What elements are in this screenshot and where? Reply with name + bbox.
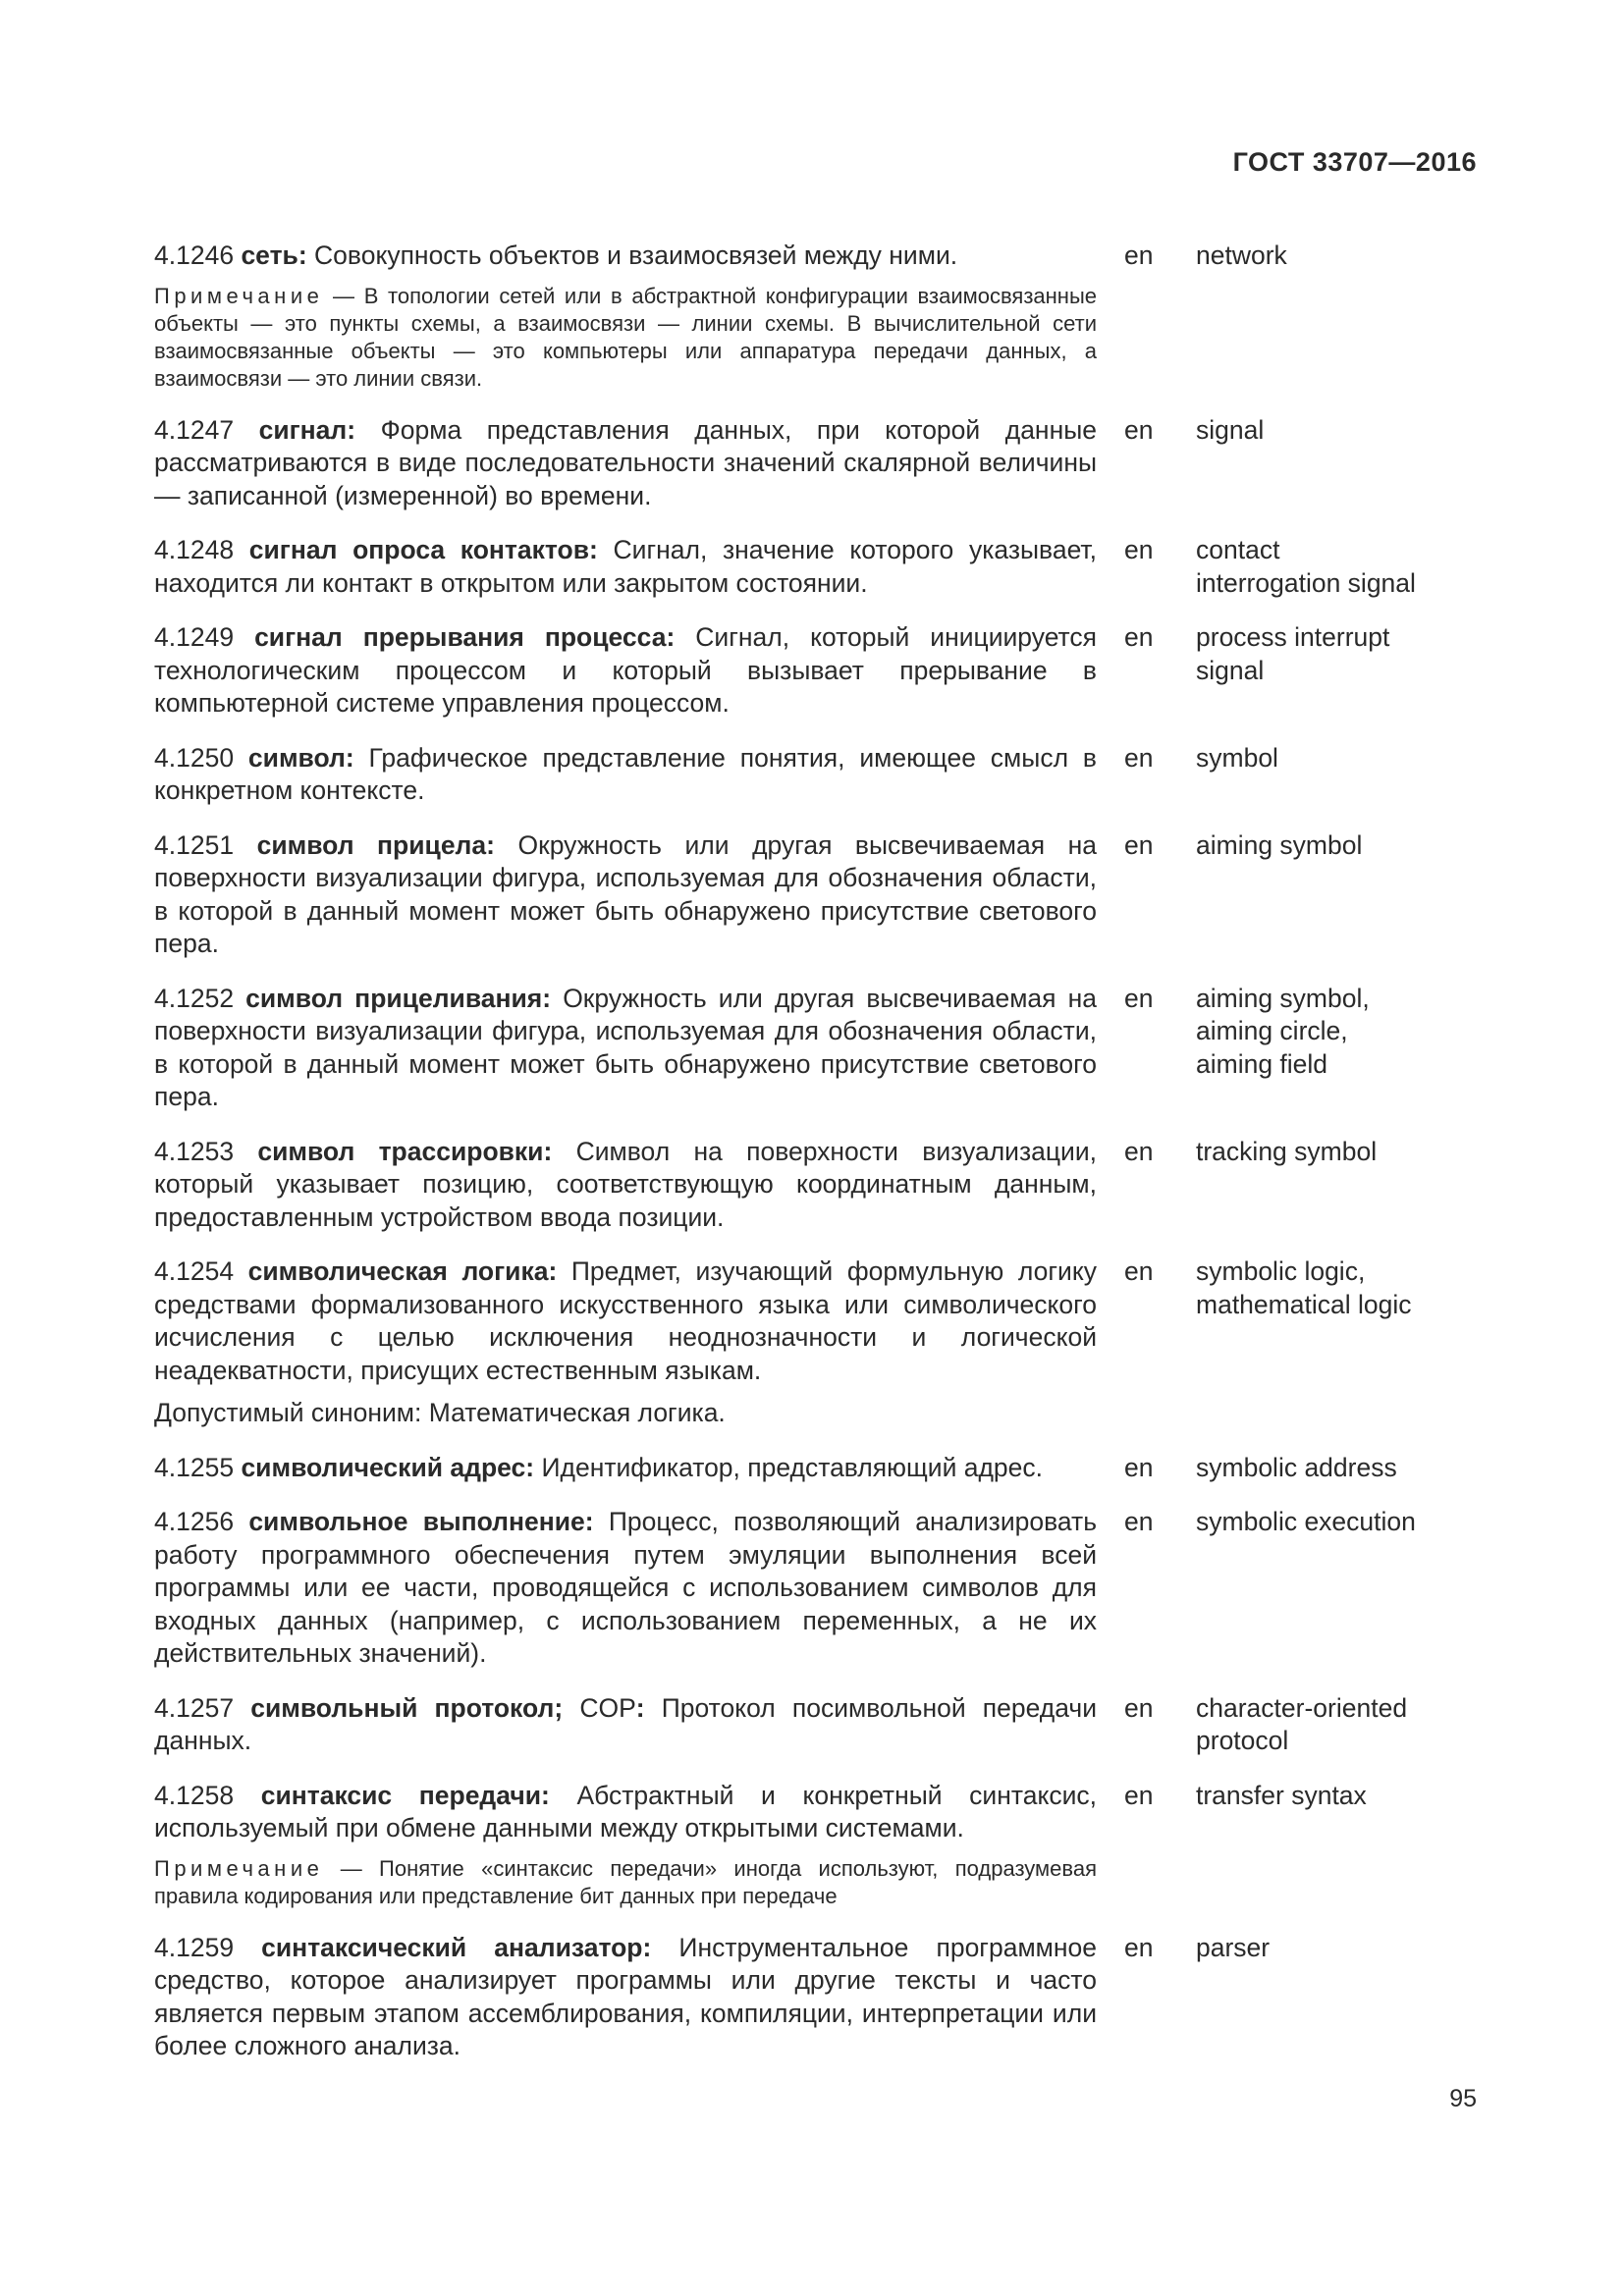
term-name: символический адрес: [241,1452,535,1482]
english-equivalent: symbol [1196,742,1278,773]
english-equivalent: tracking symbol [1196,1136,1378,1166]
term-name: символ: [247,742,354,773]
term-number: 4.1254 [154,1256,235,1286]
term-name: сигнал: [258,414,356,445]
term-entry [154,534,1489,600]
term-definition-block [154,1255,1097,1387]
term-left-column [154,1932,1097,2063]
language-code: en [1124,414,1154,445]
term-left-column [154,983,1097,1114]
language-code: en [1124,1507,1154,1536]
term-number: 4.1246 [154,240,235,270]
english-equivalent: transfer syntax [1196,1780,1367,1810]
note-label: Примечание [154,283,324,308]
term-entry [154,1932,1489,2063]
language-code: en [1124,829,1154,860]
term-definition: Графическое представление понятия, имеющее смысл в конкретном контексте. [154,742,1097,805]
term-left-column [154,1136,1097,1235]
term-entry [154,742,1489,808]
term-left-column [154,414,1097,513]
language-code: en [1124,1256,1154,1286]
language-code: en [1124,1136,1154,1166]
term-name: символьное выполнение: [248,1507,594,1536]
term-definition-block [154,534,1097,600]
term-left-column [154,829,1097,961]
term-left-column [154,1255,1097,1430]
term-definition-block [154,983,1097,1114]
english-equivalent: signal [1196,414,1265,445]
language-code: en [1124,1932,1154,1962]
term-left-column [154,1452,1097,1485]
term-synonym: Допустимый синоним: Математическая логика. [154,1398,726,1427]
term-left-column [154,742,1097,808]
term-note [154,283,1097,393]
term-left-column [154,534,1097,600]
term-entry [154,1692,1489,1758]
english-equivalent: contact interrogation signal [1196,535,1416,598]
term-entry [154,1255,1489,1430]
term-entry [154,1136,1489,1235]
term-definition: Процесс, позволяющий анализировать работу программного обеспечения путем эмуляции выполнения всей программы или ее части, проводящейся с использованием символов для входных данных (например, с использованием переменных, а не их действительных значений). [154,1507,1097,1668]
term-left-column [154,621,1097,721]
term-entry [154,414,1489,513]
term-definition-block [154,414,1097,513]
term-definition: Абстрактный и конкретный синтаксис, используемый при обмене данными между открытыми системами. [154,1780,1097,1842]
term-number: 4.1258 [154,1780,235,1810]
term-name: синтаксис передачи: [260,1780,550,1810]
term-left-column [154,1506,1097,1671]
term-number: 4.1253 [154,1136,235,1166]
term-name: сигнал прерывания процесса: [254,622,676,652]
note-label: Примечание [154,1855,324,1881]
term-definition-block [154,742,1097,808]
term-name: синтаксический анализатор: [261,1932,652,1962]
term-entry [154,1452,1489,1485]
term-definition: Предмет, изучающий формульную логику средствами формализованного искусственного языка или символического исчисления с целью исключения неоднозначности и логической неадекватности, присущих естественным языкам. [154,1256,1098,1385]
term-name: символ прицеливания: [245,983,552,1013]
language-code: en [1124,240,1154,270]
term-name: символическая логика: [247,1256,558,1286]
language-code: en [1124,1692,1154,1723]
english-equivalent: parser [1196,1932,1271,1962]
term-number: 4.1249 [154,622,235,652]
term-number: 4.1250 [154,742,235,773]
term-left-column [154,240,1097,393]
term-number: 4.1251 [154,829,235,860]
page-number: 95 [1449,2085,1477,2112]
term-entry [154,621,1489,721]
term-definition: Идентификатор, представляющий адрес. [541,1452,1044,1482]
english-equivalent: symbolic logic, mathematical logic [1196,1256,1412,1319]
term-number: 4.1247 [154,414,235,445]
term-number: 4.1248 [154,535,235,564]
note-text: — Понятие «синтаксис передачи» иногда используют, подразумевая правила кодирования или представление бит данных при передаче [154,1855,1098,1908]
english-equivalent: process interrupt signal [1196,622,1390,685]
term-entry [154,1780,1489,1910]
term-definition-block [154,1506,1097,1671]
term-definition: Окружность или другая высвечиваемая на поверхности визуализации фигура, используемая для обозначения области, в которой в данный момент может быть обнаружено присутствие светового пера. [154,983,1097,1111]
english-equivalent: aiming symbol [1196,829,1363,860]
english-equivalent: character-oriented protocol [1196,1692,1408,1755]
term-definition-block [154,829,1097,961]
note-text: — В топологии сетей или в абстрактной конфигурации взаимосвязанные объекты — это пункты схемы, а взаимосвязи — линии схемы. В вычислительной сети взаимосвязанные объекты — это компьютеры или аппаратура передачи данных, а взаимосвязи — это линии связи. [154,283,1097,391]
term-number: 4.1255 [154,1452,235,1482]
english-equivalent: symbolic address [1196,1452,1397,1482]
term-definition: Сигнал, значение которого указывает, находится ли контакт в открытом или закрытом состоянии. [154,535,1097,598]
term-note [154,1855,1097,1910]
term-number: 4.1257 [154,1692,235,1723]
term-definition-block [154,1136,1097,1235]
term-definition: Сигнал, который инициируется технологическим процессом и который вызывает прерывание в компьютерной системе управления процессом. [154,622,1097,718]
term-name: символ прицела: [256,829,495,860]
term-definition-block [154,621,1097,721]
term-name: символьный протокол; [250,1692,564,1723]
term-name: символ трассировки: [257,1136,553,1166]
language-code: en [1124,1452,1154,1482]
term-definition: Протокол посимвольной передачи данных. [154,1692,1097,1755]
term-definition-block [154,1692,1097,1758]
language-code: en [1124,622,1154,652]
term-definition-block [154,1780,1097,1845]
term-name: сеть: [241,240,307,270]
term-definition: Окружность или другая высвечиваемая на поверхности визуализации фигура, используемая для обозначения области, в которой в данный момент может быть обнаружено присутствие светового пера. [154,829,1098,958]
term-entry [154,1506,1489,1671]
term-definition-block [154,240,1097,273]
term-entry [154,240,1489,393]
english-equivalent: aiming symbol, aiming circle, aiming field [1196,983,1370,1079]
term-definition-block [154,1452,1097,1485]
term-left-column [154,1780,1097,1910]
term-abbreviation: COP [579,1692,636,1723]
standard-header: ГОСТ 33707—2016 [1232,147,1477,177]
term-left-column [154,1692,1097,1758]
term-definition-block [154,1932,1097,2063]
term-name: сигнал опроса контактов: [248,535,598,564]
term-number: 4.1259 [154,1932,235,1962]
term-number: 4.1256 [154,1507,235,1536]
terms-list [154,240,1489,2085]
term-definition: Форма представления данных, при которой данные рассматриваются в виде последовательности значений скалярной величины — записанной (измеренной) во времени. [154,414,1097,510]
english-equivalent: symbolic execution [1196,1507,1416,1536]
term-definition: Инструментальное программное средство, которое анализирует программы или другие тексты и часто является первым этапом ассемблирования, компиляции, интерпретации или более сложного анализа. [154,1932,1097,2060]
language-code: en [1124,983,1154,1013]
term-number: 4.1252 [154,983,235,1013]
term-entry [154,983,1489,1114]
term-definition: Совокупность объектов и взаимосвязей между ними. [314,240,958,270]
term-definition: Символ на поверхности визуализации, который указывает позицию, соответствующую координатным данным, предоставленным устройством ввода позиции. [154,1136,1097,1232]
term-entry [154,829,1489,961]
language-code: en [1124,1780,1154,1810]
language-code: en [1124,742,1154,773]
term-colon: : [635,1692,645,1723]
english-equivalent: network [1196,240,1287,270]
language-code: en [1124,535,1154,564]
